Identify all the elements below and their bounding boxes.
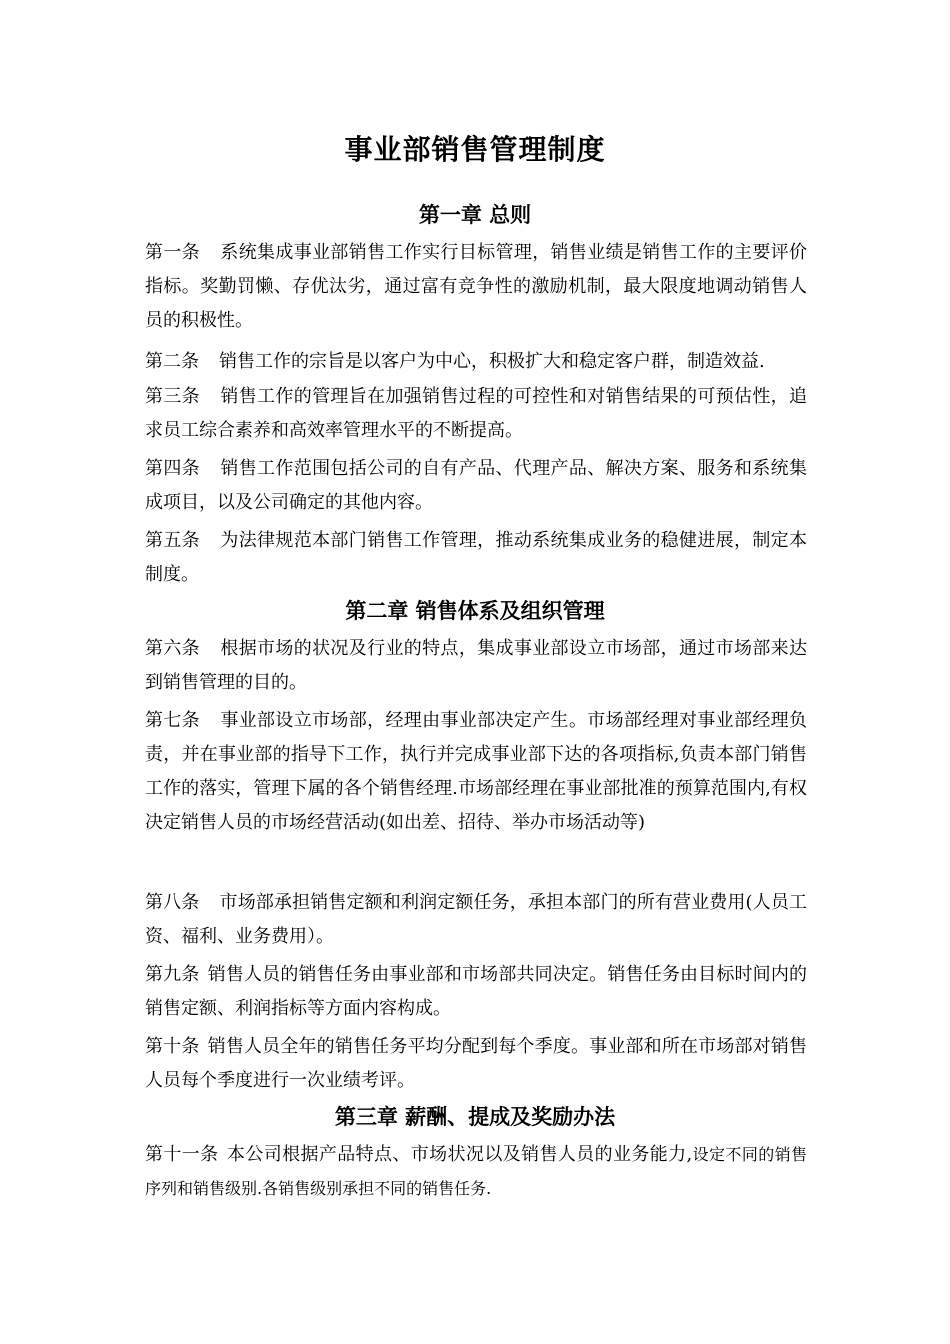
article-number: 第八条: [145, 892, 200, 913]
article-number: 第六条: [145, 638, 201, 659]
article-10: [145, 1030, 807, 1098]
article-number: 第四条: [145, 458, 201, 479]
article-number: 第二条: [145, 351, 199, 372]
article-8: [145, 886, 807, 954]
chapter-heading-2: 第二章 销售体系及组织管理: [345, 598, 605, 623]
article-number: 第十一条: [145, 1144, 219, 1165]
article-number: 第三条: [145, 386, 201, 407]
article-text: 销售工作的宗旨是以客户为中心，积极扩大和稳定客户群，制造效益.: [219, 351, 765, 372]
article-6: [145, 632, 807, 700]
article-text: 销售人员的销售任务由事业部和市场部共同决定。销售任务由目标时间内的销售定额、利润指标等方面内容构成。: [145, 964, 807, 1019]
article-text: 销售工作范围包括公司的自有产品、代理产品、解决方案、服务和系统集成项目，以及公司确定的其他内容。: [145, 458, 807, 513]
article-number: 第九条: [145, 964, 200, 985]
article-number: 第五条: [145, 530, 201, 551]
article-7: [145, 704, 807, 840]
article-9: [145, 958, 807, 1026]
article-text: 市场部承担销售定额和利润定额任务，承担本部门的所有营业费用(人员工资、福利、业务费用）。: [145, 892, 807, 947]
article-text: 销售人员全年的销售任务平均分配到每个季度。事业部和所在市场部对销售人员每个季度进行一次业绩考评。: [145, 1036, 807, 1091]
article-number: 第七条: [145, 710, 201, 731]
article-text: 为法律规范本部门销售工作管理，推动系统集成业务的稳健进展，制定本制度。: [145, 530, 807, 585]
article-2: [145, 345, 807, 379]
article-text: 系统集成事业部销售工作实行目标管理，销售业绩是销售工作的主要评价指标。奖勤罚懒、存优汰劣，通过富有竞争性的激励机制，最大限度地调动销售人员的积极性。: [145, 242, 807, 331]
article-5: [145, 524, 807, 592]
article-text: 根据市场的状况及行业的特点，集成事业部设立市场部，通过市场部来达到销售管理的目的。: [145, 638, 807, 693]
chapter-heading-1: 第一章 总则: [418, 202, 532, 227]
document-title: 事业部销售管理制度: [344, 133, 606, 166]
article-text: 本公司根据产品特点、市场状况以及销售人员的业务能力,: [226, 1144, 693, 1165]
article-number: 第一条: [145, 242, 201, 263]
article-1: [145, 236, 807, 338]
article-text: 销售工作的管理旨在加强销售过程的可控性和对销售结果的可预估性，追求员工综合素养和高效率管理水平的不断提高。: [145, 386, 807, 441]
article-3: [145, 380, 807, 448]
article-4: [145, 452, 807, 520]
article-11: [145, 1138, 807, 1206]
article-text: 事业部设立市场部，经理由事业部决定产生。市场部经理对事业部经理负责，并在事业部的指导下工作，执行并完成事业部下达的各项指标,负责本部门销售工作的落实，管理下属的各个销售经理.市场部经理在事业部批准的预算范围内,有权决定销售人员的市场经营活动(如出差、招待、举办市场活动等): [145, 710, 807, 833]
chapter-heading-3: 第三章 薪酬、提成及奖励办法: [334, 1104, 616, 1129]
article-number: 第十条: [145, 1036, 200, 1057]
article-text-tail: 设定不同的销售序列和销售级别.各销售级别承担不同的销售任务.: [145, 1145, 807, 1198]
